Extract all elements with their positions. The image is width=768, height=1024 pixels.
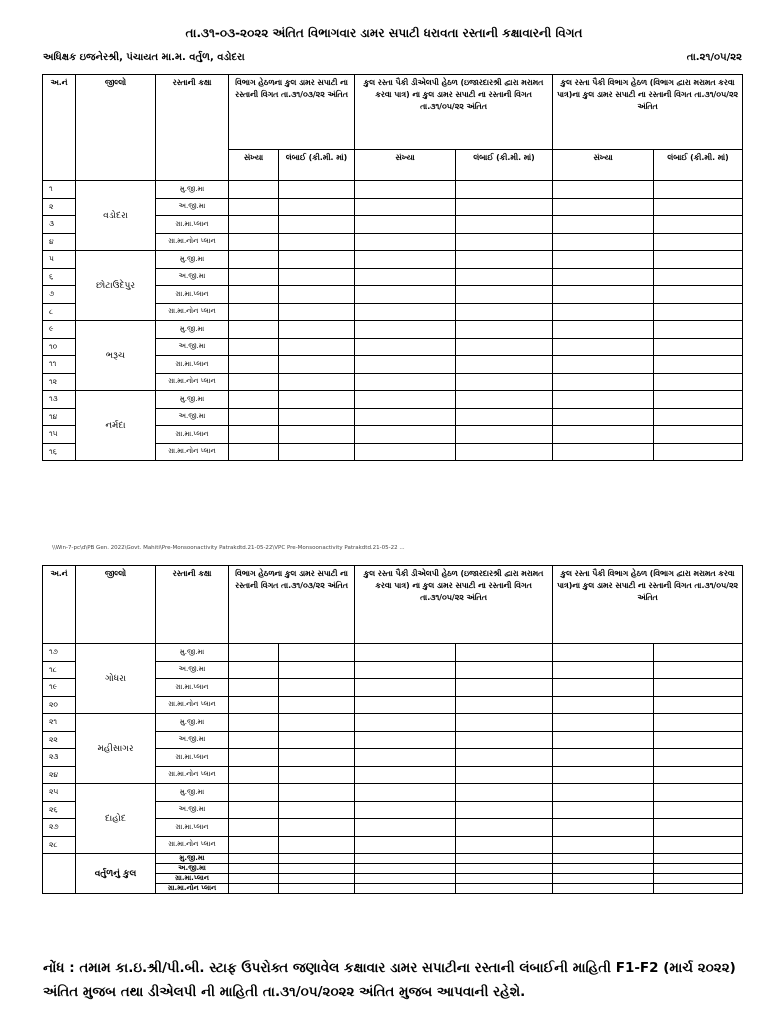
road-class: અ.જી.મા: [156, 198, 229, 216]
data-cell: [654, 864, 743, 874]
data-cell: [279, 801, 355, 819]
office-name: અધિક્ષક ઇજનેરશ્રી, પંચાયત મા.મ. વર્તુળ, વડોદરા: [43, 52, 245, 63]
data-cell: [229, 251, 279, 269]
data-cell: [355, 198, 456, 216]
data-cell: [279, 644, 355, 662]
footer-note: નોંધ : તમામ કા.ઇ.શ્રી/પી.બી. સ્ટાફ ઉપરોક્ત જણાવેલ કક્ષાવાર ડામર સપાટીના રસ્તાની લંબાઈની માહિતી F1-F2 (માર્ચ ૨૦૨૨) અંતિત મુજબ તથા ડીએલપી ની માહિતી તા.૩૧/૦૫/૨૦૨૨ અંતિત મુજબ આપવાની રહેશે.: [43, 960, 736, 1000]
header-road-class: રસ્તાની કક્ષા: [156, 75, 229, 181]
road-class: અ.જી.મા: [156, 268, 229, 286]
data-cell: [654, 233, 743, 251]
data-cell: [456, 884, 553, 894]
data-cell: [456, 216, 553, 234]
row-number: ૨૦: [43, 696, 76, 714]
data-cell: [654, 696, 743, 714]
data-cell: [229, 391, 279, 409]
row-number: ૧૭: [43, 644, 76, 662]
data-cell: [355, 356, 456, 374]
data-cell: [355, 714, 456, 732]
row-number: ૧૧: [43, 356, 76, 374]
road-class: અ.જી.મા: [156, 731, 229, 749]
data-cell: [654, 426, 743, 444]
data-cell: [654, 749, 743, 767]
road-class: અ.જી.મા: [156, 661, 229, 679]
header-length: લંબાઈ (કી.મી. માં): [279, 150, 355, 181]
data-cell: [355, 373, 456, 391]
road-class: અ.જી.મા: [156, 408, 229, 426]
data-cell: [456, 251, 553, 269]
data-cell: [553, 874, 654, 884]
data-cell: [553, 373, 654, 391]
data-cell: [279, 884, 355, 894]
data-cell: [456, 303, 553, 321]
data-cell: [654, 391, 743, 409]
data-cell: [553, 408, 654, 426]
data-cell: [654, 198, 743, 216]
file-path: \\Win-7-pc\d\PB Gen. 2022\Govt. Mahiti\Pre-Monsoonactivity Patrakdtd.21-05-22\VPC Pre-Monsoonactivity Patrakdtd.21-05-22 ...: [52, 545, 405, 551]
table-row: [43, 714, 743, 732]
data-cell: [355, 784, 456, 802]
data-cell: [654, 661, 743, 679]
data-cell: [229, 426, 279, 444]
data-cell: [456, 679, 553, 697]
data-cell: [553, 854, 654, 864]
road-class: મુ.જી.મા: [156, 784, 229, 802]
road-class: ગ્રા.મા.નોન પ્લાન: [156, 303, 229, 321]
data-cell: [553, 836, 654, 854]
data-cell: [654, 801, 743, 819]
data-cell: [279, 819, 355, 837]
row-number: ૮: [43, 303, 76, 321]
header-sr: અ.નં: [43, 75, 76, 181]
data-cell: [355, 286, 456, 304]
data-cell: [229, 303, 279, 321]
header-department-roads: કુલ રસ્તા પૈકી વિભાગ હેઠળ (વિભાગ દ્વારા મરામત કરવા પાત્ર)ના કુલ ડામર સપાટી ના રસ્તાની વિગત તા.૩૧/૦૫/૨૨ અંતિત: [553, 75, 743, 150]
row-number: ૨૭: [43, 819, 76, 837]
data-cell: [279, 696, 355, 714]
data-cell: [279, 251, 355, 269]
data-cell: [355, 233, 456, 251]
data-cell: [229, 408, 279, 426]
data-cell: [553, 784, 654, 802]
row-number: ૨૮: [43, 836, 76, 854]
row-number: ૭: [43, 286, 76, 304]
data-cell: [654, 874, 743, 884]
data-cell: [355, 181, 456, 199]
data-cell: [279, 443, 355, 461]
table-row: [43, 784, 743, 802]
data-cell: [553, 731, 654, 749]
table-row: [43, 181, 743, 199]
row-number: ૧૦: [43, 338, 76, 356]
data-cell: [456, 644, 553, 662]
data-cell: [456, 443, 553, 461]
circle-total-label: વર્તુળનું કુલ: [76, 854, 156, 894]
data-cell: [279, 784, 355, 802]
row-number: ૧૯: [43, 679, 76, 697]
data-cell: [229, 644, 279, 662]
data-cell: [654, 836, 743, 854]
row-number: ૨૧: [43, 714, 76, 732]
data-cell: [355, 731, 456, 749]
data-cell: [229, 884, 279, 894]
road-class: મુ.જી.મા: [156, 714, 229, 732]
data-cell: [355, 303, 456, 321]
data-cell: [553, 644, 654, 662]
road-class: ગ્રા.મા.પ્લાન: [156, 679, 229, 697]
data-cell: [229, 181, 279, 199]
district-name: નર્મદા: [76, 391, 156, 461]
data-cell: [355, 801, 456, 819]
row-number: ૧: [43, 181, 76, 199]
data-cell: [553, 819, 654, 837]
data-cell: [279, 268, 355, 286]
data-cell: [654, 303, 743, 321]
row-number: [43, 854, 76, 894]
data-cell: [456, 696, 553, 714]
data-cell: [456, 864, 553, 874]
data-cell: [654, 644, 743, 662]
document-date: તા.૨૧/૦૫/૨૨: [686, 52, 742, 63]
data-cell: [654, 251, 743, 269]
data-cell: [229, 766, 279, 784]
data-cell: [553, 443, 654, 461]
data-cell: [229, 679, 279, 697]
data-cell: [654, 408, 743, 426]
data-cell: [654, 321, 743, 339]
data-cell: [279, 198, 355, 216]
data-cell: [355, 268, 456, 286]
data-cell: [456, 268, 553, 286]
data-cell: [654, 766, 743, 784]
data-cell: [456, 321, 553, 339]
data-cell: [456, 426, 553, 444]
data-cell: [553, 749, 654, 767]
data-cell: [553, 303, 654, 321]
road-class: મુ.જી.મા: [156, 251, 229, 269]
data-cell: [279, 286, 355, 304]
road-class: ગ્રા.મા.નોન પ્લાન: [156, 766, 229, 784]
data-cell: [456, 181, 553, 199]
data-cell: [553, 181, 654, 199]
data-cell: [553, 661, 654, 679]
district-name: વડોદરા: [76, 181, 156, 251]
data-cell: [279, 426, 355, 444]
road-table-2: [42, 565, 743, 894]
data-cell: [279, 303, 355, 321]
row-number: ૧૫: [43, 426, 76, 444]
row-number: ૨૨: [43, 731, 76, 749]
table-2-body: [43, 644, 743, 894]
data-cell: [229, 356, 279, 374]
road-class: અ.જી.મા: [156, 864, 229, 874]
header-sr: અ.નં: [43, 566, 76, 644]
data-cell: [654, 884, 743, 894]
data-cell: [456, 661, 553, 679]
row-number: ૨: [43, 198, 76, 216]
table-row: [43, 251, 743, 269]
data-cell: [229, 216, 279, 234]
data-cell: [355, 661, 456, 679]
data-cell: [355, 884, 456, 894]
road-table-1: [42, 74, 743, 461]
data-cell: [229, 731, 279, 749]
header-count: સંખ્યા: [229, 150, 279, 181]
total-row: [43, 854, 743, 864]
road-class: મુ.જી.મા: [156, 854, 229, 864]
data-cell: [654, 356, 743, 374]
data-cell: [553, 356, 654, 374]
data-cell: [553, 679, 654, 697]
data-cell: [654, 443, 743, 461]
road-class: મુ.જી.મા: [156, 181, 229, 199]
data-cell: [456, 836, 553, 854]
district-name: છોટાઉદેપુર: [76, 251, 156, 321]
data-cell: [279, 661, 355, 679]
data-cell: [355, 836, 456, 854]
row-number: ૨૩: [43, 749, 76, 767]
road-class: ગ્રા.મા.નોન પ્લાન: [156, 696, 229, 714]
data-cell: [279, 874, 355, 884]
data-cell: [553, 766, 654, 784]
row-number: ૨૪: [43, 766, 76, 784]
data-cell: [654, 714, 743, 732]
data-cell: [279, 321, 355, 339]
header-count: સંખ્યા: [553, 150, 654, 181]
row-number: ૯: [43, 321, 76, 339]
road-class: મુ.જી.મા: [156, 644, 229, 662]
data-cell: [654, 819, 743, 837]
data-cell: [654, 854, 743, 864]
data-cell: [355, 408, 456, 426]
road-class: ગ્રા.મા.નોન પ્લાન: [156, 884, 229, 894]
data-cell: [229, 749, 279, 767]
data-cell: [355, 426, 456, 444]
data-cell: [279, 854, 355, 864]
road-class: અ.જી.મા: [156, 338, 229, 356]
data-cell: [279, 216, 355, 234]
road-class: ગ્રા.મા.પ્લાન: [156, 819, 229, 837]
road-class: મુ.જી.મા: [156, 321, 229, 339]
data-cell: [279, 233, 355, 251]
row-number: ૧૬: [43, 443, 76, 461]
header-dlp-roads: કુલ રસ્તા પૈકી ડીએલપી હેઠળ (ઇજારદારશ્રી દ્વારા મરામત કરવા પાત્ર) ના કુલ ડામર સપાટી ના રસ્તાની વિગત તા.૩૧/૦૫/૨૨ અંતિત: [355, 75, 553, 150]
road-class: ગ્રા.મા.પ્લાન: [156, 749, 229, 767]
data-cell: [456, 766, 553, 784]
road-class: ગ્રા.મા.નોન પ્લાન: [156, 373, 229, 391]
table-row: [43, 391, 743, 409]
data-cell: [553, 864, 654, 874]
page-title: તા.૩૧-૦૩-૨૦૨૨ અંતિત વિભાગવાર ડામર સપાટી ધરાવતા રસ્તાની કક્ષાવારની વિગત: [185, 26, 583, 40]
row-number: ૩: [43, 216, 76, 234]
data-cell: [355, 321, 456, 339]
data-cell: [355, 864, 456, 874]
header-department-roads: કુલ રસ્તા પૈકી વિભાગ હેઠળ (વિભાગ દ્વારા મરામત કરવા પાત્ર)ના કુલ ડામર સપાટી ના રસ્તાની વિગત તા.૩૧/૦૫/૨૨ અંતિત: [553, 566, 743, 644]
district-name: ગોધરા: [76, 644, 156, 714]
data-cell: [456, 874, 553, 884]
header-length: લંબાઈ (કી.મી. માં): [654, 150, 743, 181]
data-cell: [355, 819, 456, 837]
data-cell: [279, 408, 355, 426]
data-cell: [553, 714, 654, 732]
header-count: સંખ્યા: [355, 150, 456, 181]
data-cell: [229, 198, 279, 216]
data-cell: [279, 391, 355, 409]
data-cell: [279, 731, 355, 749]
data-cell: [355, 338, 456, 356]
row-number: ૧૪: [43, 408, 76, 426]
data-cell: [279, 714, 355, 732]
data-cell: [279, 373, 355, 391]
data-cell: [553, 321, 654, 339]
data-cell: [456, 749, 553, 767]
data-cell: [553, 251, 654, 269]
data-cell: [355, 854, 456, 864]
table-row: [43, 644, 743, 662]
road-class: ગ્રા.મા.નોન પ્લાન: [156, 233, 229, 251]
data-cell: [654, 784, 743, 802]
data-cell: [355, 874, 456, 884]
row-number: ૧૮: [43, 661, 76, 679]
data-cell: [355, 644, 456, 662]
data-cell: [229, 661, 279, 679]
data-cell: [279, 356, 355, 374]
header-total-roads: વિભાગ હેઠળના કુલ ડામર સપાટી ના રસ્તાની વિગત તા.૩૧/૦૩/૨૨ અંતિત: [229, 75, 355, 150]
data-cell: [229, 864, 279, 874]
data-cell: [654, 338, 743, 356]
road-class: ગ્રા.મા.પ્લાન: [156, 356, 229, 374]
header-road-class: રસ્તાની કક્ષા: [156, 566, 229, 644]
data-cell: [229, 784, 279, 802]
row-number: ૨૬: [43, 801, 76, 819]
data-cell: [229, 286, 279, 304]
table-row: [43, 321, 743, 339]
data-cell: [229, 321, 279, 339]
data-cell: [355, 766, 456, 784]
data-cell: [279, 766, 355, 784]
header-length: લંબાઈ (કી.મી. માં): [456, 150, 553, 181]
road-class: મુ.જી.મા: [156, 391, 229, 409]
data-cell: [355, 696, 456, 714]
data-cell: [279, 181, 355, 199]
data-cell: [355, 251, 456, 269]
data-cell: [229, 714, 279, 732]
data-cell: [456, 731, 553, 749]
header-total-roads: વિભાગ હેઠળના કુલ ડામર સપાટી ના રસ્તાની વિગત તા.૩૧/૦૩/૨૨ અંતિત: [229, 566, 355, 644]
data-cell: [456, 286, 553, 304]
data-cell: [553, 198, 654, 216]
district-name: મહીસાગર: [76, 714, 156, 784]
data-cell: [229, 801, 279, 819]
header-district: જીલ્લો: [76, 566, 156, 644]
data-cell: [553, 268, 654, 286]
data-cell: [553, 286, 654, 304]
row-number: ૪: [43, 233, 76, 251]
data-cell: [654, 181, 743, 199]
data-cell: [456, 233, 553, 251]
data-cell: [456, 356, 553, 374]
data-cell: [654, 373, 743, 391]
data-cell: [229, 819, 279, 837]
table-1-body: [43, 181, 743, 461]
data-cell: [456, 801, 553, 819]
data-cell: [553, 216, 654, 234]
data-cell: [279, 864, 355, 874]
data-cell: [456, 714, 553, 732]
data-cell: [456, 819, 553, 837]
data-cell: [553, 801, 654, 819]
district-name: દાહોદ: [76, 784, 156, 854]
row-number: ૫: [43, 251, 76, 269]
data-cell: [553, 696, 654, 714]
data-cell: [229, 268, 279, 286]
data-cell: [553, 338, 654, 356]
data-cell: [456, 408, 553, 426]
road-class: ગ્રા.મા.પ્લાન: [156, 286, 229, 304]
data-cell: [553, 884, 654, 894]
data-cell: [456, 198, 553, 216]
data-cell: [654, 286, 743, 304]
data-cell: [654, 679, 743, 697]
data-cell: [456, 338, 553, 356]
header-dlp-roads: કુલ રસ્તા પૈકી ડીએલપી હેઠળ (ઇજારદારશ્રી દ્વારા મરામત કરવા પાત્ર) ના કુલ ડામર સપાટી ના રસ્તાની વિગત તા.૩૧/૦૫/૨૨ અંતિત: [355, 566, 553, 644]
data-cell: [456, 373, 553, 391]
data-cell: [229, 836, 279, 854]
district-name: ભરૂચ: [76, 321, 156, 391]
data-cell: [456, 784, 553, 802]
header-district: જીલ્લો: [76, 75, 156, 181]
data-cell: [229, 233, 279, 251]
row-number: ૨૫: [43, 784, 76, 802]
road-class: ગ્રા.મા.નોન પ્લાન: [156, 443, 229, 461]
road-class: ગ્રા.મા.નોન પ્લાન: [156, 836, 229, 854]
data-cell: [456, 391, 553, 409]
road-class: અ.જી.મા: [156, 801, 229, 819]
row-number: ૧૩: [43, 391, 76, 409]
data-cell: [456, 854, 553, 864]
data-cell: [355, 679, 456, 697]
data-cell: [553, 391, 654, 409]
data-cell: [229, 338, 279, 356]
data-cell: [355, 216, 456, 234]
data-cell: [229, 854, 279, 864]
data-cell: [553, 426, 654, 444]
road-class: ગ્રા.મા.પ્લાન: [156, 874, 229, 884]
data-cell: [654, 216, 743, 234]
data-cell: [355, 391, 456, 409]
data-cell: [279, 338, 355, 356]
data-cell: [279, 836, 355, 854]
data-cell: [229, 874, 279, 884]
data-cell: [654, 731, 743, 749]
data-cell: [553, 233, 654, 251]
row-number: ૬: [43, 268, 76, 286]
data-cell: [229, 696, 279, 714]
data-cell: [229, 373, 279, 391]
data-cell: [654, 268, 743, 286]
data-cell: [355, 443, 456, 461]
data-cell: [279, 679, 355, 697]
data-cell: [229, 443, 279, 461]
data-cell: [355, 749, 456, 767]
road-class: ગ્રા.મા.પ્લાન: [156, 426, 229, 444]
road-class: ગ્રા.મા.પ્લાન: [156, 216, 229, 234]
data-cell: [279, 749, 355, 767]
row-number: ૧૨: [43, 373, 76, 391]
